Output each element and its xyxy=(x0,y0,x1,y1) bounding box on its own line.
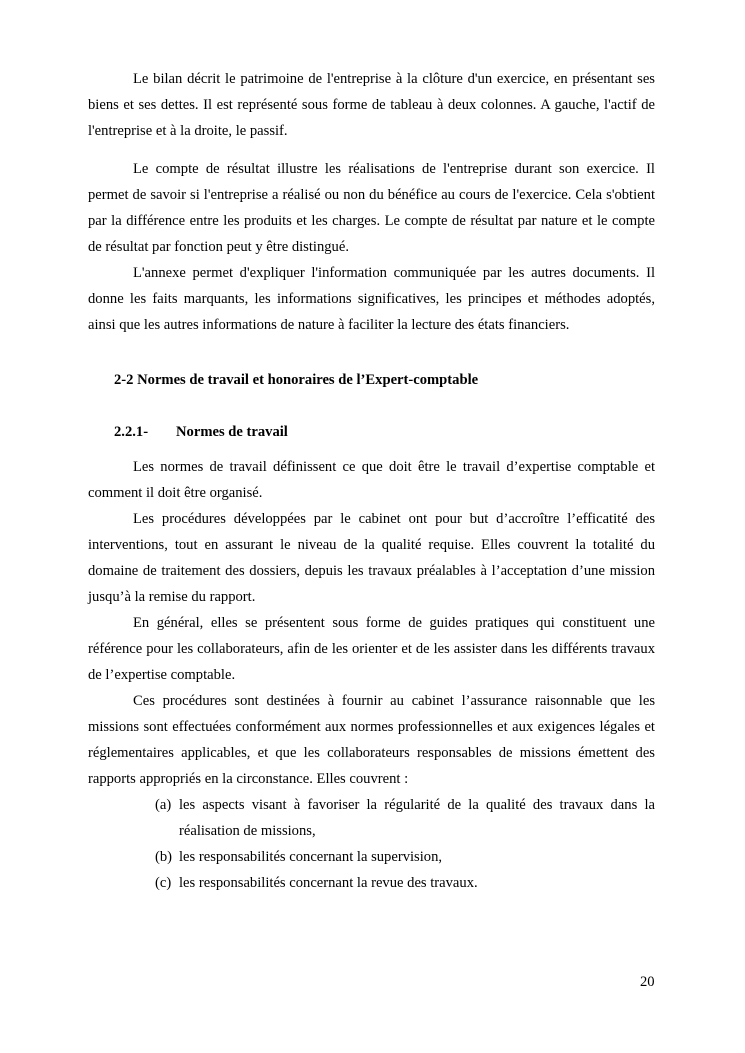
list-item-text: les aspects visant à favoriser la régularité de la qualité des travaux dans la réalisation de missions, xyxy=(179,797,655,839)
list-item xyxy=(155,870,655,896)
subsection-heading xyxy=(114,419,288,445)
paragraph-normes-definition: Les normes de travail définissent ce que doit être le travail d’expertise comptable et comment il doit être organisé. xyxy=(88,459,655,501)
list-marker: (a) xyxy=(155,797,172,813)
list-marker: (b) xyxy=(155,849,173,865)
list-item xyxy=(155,844,655,870)
paragraph-compte-de-resultat: Le compte de résultat illustre les réalisations de l'entreprise durant son exercice. Il permet de savoir si l'entreprise a réalisé ou non du bénéfice au cours de l'exercice. Cela s'obtient par la différence entre les produits et les charges. Le compte de résultat par nature et le compte de résultat par fonction peut y être distingué. xyxy=(88,161,655,255)
paragraph-bilan: Le bilan décrit le patrimoine de l'entreprise à la clôture d'un exercice, en présentant ses biens et ses dettes. Il est représenté sous forme de tableau à deux colonnes. A gauche, l'actif de l'entreprise et à la droite, le passif. xyxy=(88,71,655,139)
page-number: 20 xyxy=(640,974,655,990)
coverage-list xyxy=(155,792,655,896)
list-item xyxy=(155,792,655,844)
list-marker: (c) xyxy=(155,875,172,891)
subsection-number: 2.2.1- xyxy=(114,424,149,440)
list-item-text: les responsabilités concernant la revue des travaux. xyxy=(179,875,478,891)
list-item-text: les responsabilités concernant la supervision, xyxy=(179,849,443,865)
paragraph-assurance: Ces procédures sont destinées à fournir au cabinet l’assurance raisonnable que les missions sont effectuées conformément aux normes professionnelles et aux exigences légales et réglementaires applicables, et que les collaborateurs responsables de missions émettent des rapports appropriés en la circonstance. Elles couvrent : xyxy=(88,693,655,787)
paragraph-guides-pratiques: En général, elles se présentent sous forme de guides pratiques qui constituent une référence pour les collaborateurs, afin de les orienter et de les assister dans les différents travaux de l’expertise comptable. xyxy=(88,615,655,683)
subsection-title: Normes de travail xyxy=(176,424,288,440)
section-heading: 2-2 Normes de travail et honoraires de l’Expert-comptable xyxy=(114,372,479,388)
paragraph-procedures: Les procédures développées par le cabinet ont pour but d’accroître l’efficatité des interventions, tout en assurant le niveau de la qualité requise. Elles couvrent la totalité du domaine de traitement des dossiers, depuis les travaux préalables à l’acceptation d’une mission jusqu’à la remise du rapport. xyxy=(88,511,655,605)
paragraph-annexe: L'annexe permet d'expliquer l'information communiquée par les autres documents. Il donne les faits marquants, les informations significatives, les principes et méthodes adoptés, ainsi que les autres informations de nature à faciliter la lecture des états financiers. xyxy=(88,265,655,333)
